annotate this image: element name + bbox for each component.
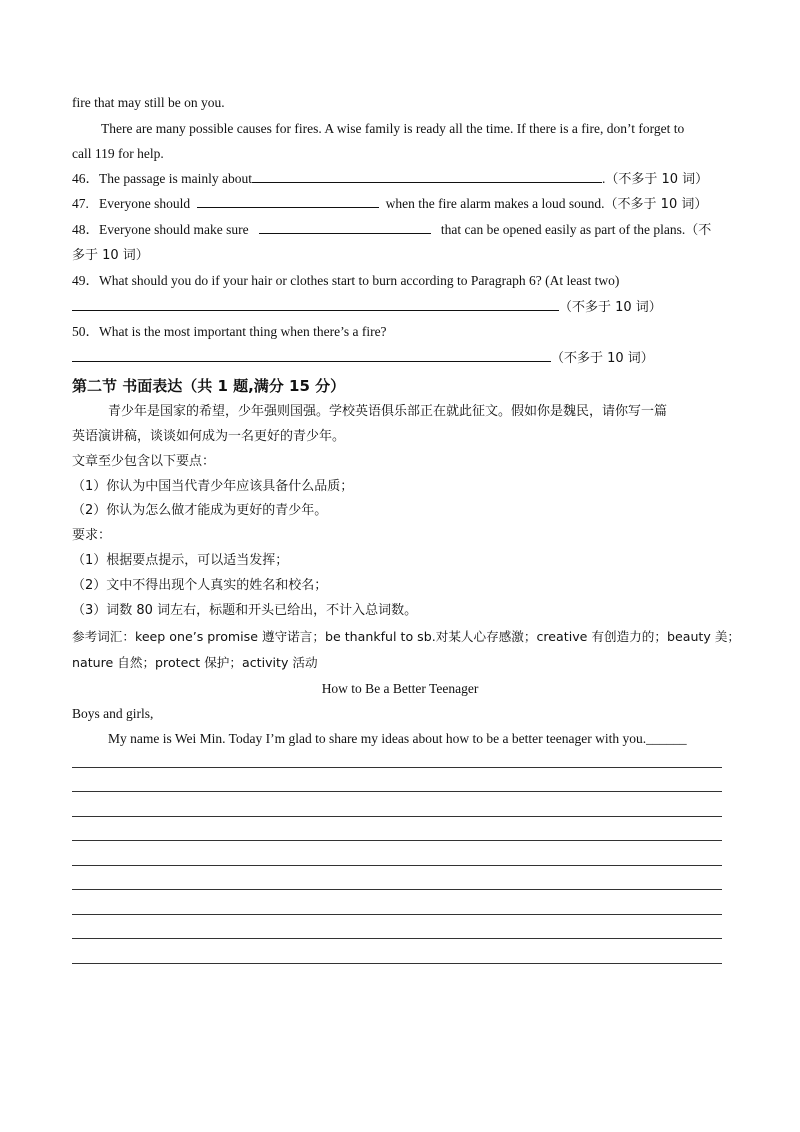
question-50 — [72, 323, 387, 341]
word-limit: （不多于 10 词） — [605, 172, 709, 187]
essay-title: How to Be a Better Teenager — [321, 681, 479, 696]
requirement-item: （1）根据要点提示，可以适当发挥； — [72, 553, 289, 568]
essay-opening: My name is Wei Min. Today I’m glad to share my ideas about how to be a better teenager with you.______ — [108, 731, 687, 746]
question-49 — [72, 272, 619, 290]
writing-line[interactable] — [72, 816, 722, 817]
writing-line[interactable] — [72, 840, 722, 841]
answer-blank[interactable] — [252, 170, 602, 183]
writing-line[interactable] — [72, 865, 722, 866]
word-limit: （不多于 10 词） — [551, 351, 654, 366]
writing-line[interactable] — [72, 791, 722, 792]
reference-vocab: nature 自然；protect 保护；activity 活动 — [72, 655, 318, 670]
word-limit: （不 — [685, 223, 712, 238]
writing-line[interactable] — [72, 938, 722, 939]
writing-line[interactable] — [72, 963, 722, 964]
writing-line[interactable] — [72, 914, 722, 915]
question-number: 46． — [72, 171, 99, 186]
answer-blank[interactable] — [72, 349, 551, 362]
points-label: 文章至少包含以下要点： — [72, 454, 216, 469]
question-48 — [72, 221, 711, 240]
point-item: （2）你认为怎么做才能成为更好的青少年。 — [72, 503, 328, 518]
writing-line[interactable] — [72, 889, 722, 890]
question-text: Everyone should — [99, 196, 191, 211]
word-limit: （不多于 10 词） — [559, 300, 662, 315]
requirement-item: （2）文中不得出现个人真实的姓名和校名； — [72, 578, 328, 593]
task-intro: 青少年是国家的希望，少年强则国强。学校英语俱乐部正在就此征文。假如你是魏民，请你写一篇 — [108, 404, 668, 419]
question-text: What should you do if your hair or clothes start to burn according to Paragraph 6? (At least two) — [99, 273, 620, 288]
reference-vocab: 参考词汇：keep one’s promise 遵守诺言；be thankful to sb.对某人心存感激；creative 有创造力的；beauty 美； — [72, 629, 741, 644]
passage-paragraph: There are many possible causes for fires. A wise family is ready all the time. If there is a fire, don’t forget to — [101, 121, 685, 136]
answer-blank[interactable] — [259, 221, 431, 234]
requirement-item: （3）词数 80 词左右，标题和开头已给出，不计入总词数。 — [72, 603, 418, 618]
question-text: when the fire alarm makes a loud sound. — [385, 196, 605, 211]
question-number: 50． — [72, 324, 99, 339]
question-text: that can be opened easily as part of the plans. — [440, 222, 686, 237]
section-heading: 第二节 书面表达（共 1 题,满分 15 分） — [72, 377, 346, 395]
question-number: 47. — [72, 196, 89, 211]
word-limit: （不多于 10 词） — [604, 197, 708, 212]
requirements-label: 要求： — [72, 528, 112, 543]
question-47 — [72, 195, 707, 214]
question-number: 48． — [72, 222, 99, 237]
question-text: The passage is mainly about — [99, 171, 252, 186]
answer-line-49 — [72, 298, 662, 317]
task-intro: 英语演讲稿，谈谈如何成为一名更好的青少年。 — [72, 429, 346, 444]
question-number: 49． — [72, 273, 99, 288]
passage-line: fire that may still be on you. — [72, 95, 225, 110]
point-item: （1）你认为中国当代青少年应该具备什么品质； — [72, 479, 354, 494]
word-limit: 多于 10 词） — [72, 248, 149, 263]
answer-blank[interactable] — [197, 195, 379, 208]
question-text: Everyone should make sure — [99, 222, 249, 237]
answer-blank[interactable] — [72, 298, 559, 311]
answer-line-50 — [72, 349, 654, 368]
question-text: What is the most important thing when there’s a fire? — [99, 324, 387, 339]
question-46: 46．The passage is mainly about .（不多于 10 词） — [72, 171, 709, 187]
writing-line[interactable] — [72, 767, 722, 768]
essay-greeting: Boys and girls, — [72, 706, 154, 721]
passage-line: call 119 for help. — [72, 146, 164, 161]
